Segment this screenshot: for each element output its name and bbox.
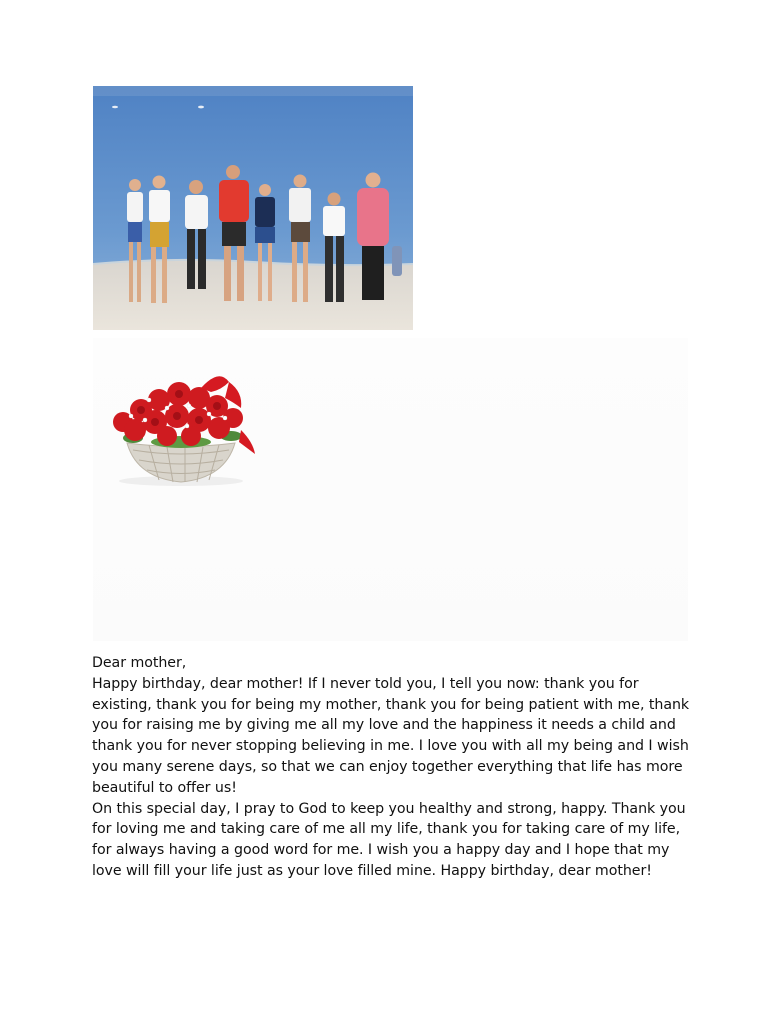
rose-basket-icon: [93, 338, 688, 641]
rose-basket-image: [93, 338, 688, 641]
letter-paragraph-2: On this special day, I pray to God to keep you healthy and strong, happy. Thank you for loving me and taking care of me all my life, thank you for taking care of my life, for always having a good word for me. I wish you a happy day and I hope that my love will fill your life just as your love filled mine. Happy birthday, dear mother!: [92, 800, 686, 879]
birthday-letter: [92, 653, 692, 882]
family-beach-photo-icon: [93, 86, 413, 330]
letter-greeting: Dear mother,: [92, 655, 187, 671]
letter-paragraph-1: Happy birthday, dear mother! If I never told you, I tell you now: thank you for existing, thank you for being my mother, thank you for being patient with me, thank you for raising me by giving me all my love and the happiness it needs a child and thank you for never stopping believing in me. I love you with all my being and I wish you many serene days, so that we can enjoy together everything that life has more beautiful to offer us!: [92, 675, 690, 796]
family-beach-photo: [93, 86, 413, 330]
